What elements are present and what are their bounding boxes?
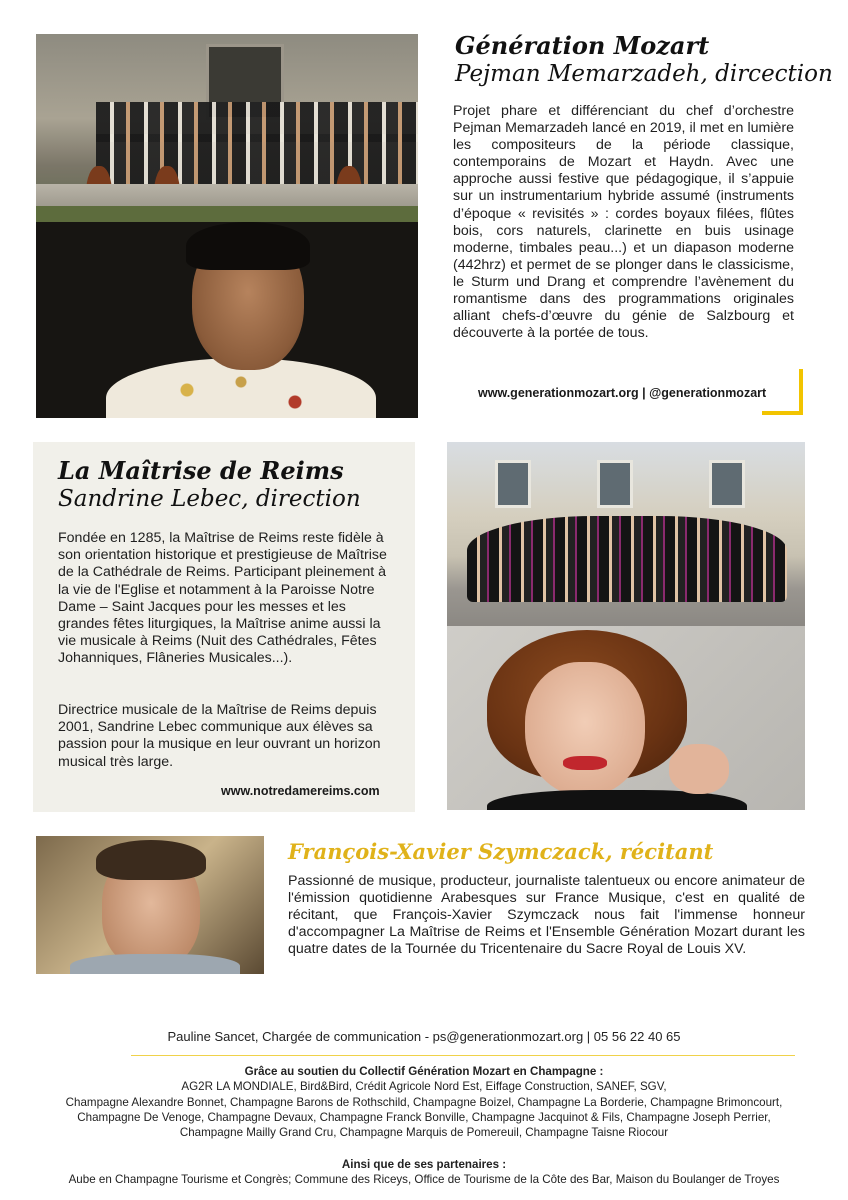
conductor-portrait	[36, 222, 418, 418]
maitrise-body-1: Fondée en 1285, la Maîtrise de Reims reste fidèle à son orientation historique et prestigieuse de Maîtrise de la Cathédrale de Reims. Participant pleinement à la vie de l'Eglise et notamment à la Paroisse Notre Dame – Saint Jacques pour les messes et les grandes fêtes liturgiques, la Maîtrise anime aussi la vie musicale à Reims (Nuit des Cathédrales, Fêtes Johanniques, Flâneries Musicales...).	[58, 530, 387, 667]
sponsors-line-3: Champagne De Venoge, Champagne Devaux, Champagne Franck Bonville, Champagne Jacquinot & Fils, Champagne Joseph Perrier,	[77, 1110, 771, 1124]
footer-divider	[131, 1055, 795, 1056]
fx-szymczack-portrait	[36, 836, 264, 974]
maitrise-title: La Maîtrise de Reims	[58, 456, 344, 485]
maitrise-body-2: Directrice musicale de la Maîtrise de Reims depuis 2001, Sandrine Lebec communique aux élèves sa passion pour la musique en leur ouvrant un horizon musical très large.	[58, 702, 381, 770]
sponsors-line-2: Champagne Alexandre Bonnet, Champagne Barons de Rothschild, Champagne Boizel, Champagne La Borderie, Champagne Brimoncourt,	[65, 1095, 783, 1109]
yellow-corner-horizontal	[762, 411, 803, 415]
fx-body: Passionné de musique, producteur, journaliste talentueux ou encore animateur de l'émission quotidienne Arabesques sur France Musique, c'est en qualité de récitant, que François-Xavier Szymczack nous fait l'immense honneur d'accompagner La Maîtrise de Reims et l'Ensemble Génération Mozart durant les quatre dates de la Tournée du Tricentenaire du Sacre Royal de Louis XV.	[288, 873, 805, 958]
sponsors-line-1: AG2R LA MONDIALE, Bird&Bird, Crédit Agricole Nord Est, Eiffage Construction, SANEF, SGV,	[181, 1080, 667, 1094]
maitrise-subtitle: Sandrine Lebec, direction	[58, 486, 361, 512]
fx-title: François-Xavier Szymczack, récitant	[288, 839, 714, 864]
partners-block	[0, 1157, 848, 1188]
partners-line-rest: Commune des Riceys, Office de Tourisme de la Côte des Bar, Maison du Boulanger de Troyes	[291, 1173, 780, 1187]
sponsors-block	[0, 1064, 848, 1140]
gm-title: Génération Mozart	[455, 31, 710, 60]
choir-photo	[447, 442, 805, 626]
partners-line-lead: Aube en Champagne Tourisme et Congrès;	[68, 1173, 292, 1187]
yellow-corner-vertical	[799, 369, 803, 415]
gm-subtitle: Pejman Memarzadeh, dircection	[455, 61, 833, 87]
sandrine-lebec-portrait	[447, 626, 805, 810]
gm-body: Projet phare et différenciant du chef d’orchestre Pejman Memarzadeh lancé en 2019, il met en lumière les compositeurs de la période classique, contemporains de Mozart et Haydn. Avec une approche aussi festive que pédagogique, il s’appuie sur un instrumentarium hybride assumé (instruments d’époque « revisités » : cordes boyaux filées, flûtes bois, cors naturels, clarinette en buis usinage moderne, timbales peau...) et un diapason moderne (442hrz) et permet de se plonger dans le classicisme, le Sturm und Drang et comprendre l’avènement du romantisme dans des programmations originales alliant chefs-d’œuvre du génie de Salzbourg et découverte à la portée de tous.	[453, 103, 794, 342]
partners-line	[0, 1172, 848, 1187]
gm-link[interactable]: www.generationmozart.org | @generationmozart	[478, 386, 767, 400]
partners-heading: Ainsi que de ses partenaires :	[341, 1158, 507, 1171]
sponsors-line-4: Champagne Mailly Grand Cru, Champagne Marquis de Pomereuil, Champagne Taisne Riocour	[179, 1126, 669, 1140]
orchestra-photo	[36, 34, 418, 222]
maitrise-link[interactable]: www.notredamereims.com	[221, 784, 380, 798]
contact-line: Pauline Sancet, Chargée de communication - ps@generationmozart.org | 05 56 22 40 65	[167, 1029, 681, 1044]
sponsors-heading: Grâce au soutien du Collectif Génération Mozart en Champagne :	[244, 1065, 604, 1078]
